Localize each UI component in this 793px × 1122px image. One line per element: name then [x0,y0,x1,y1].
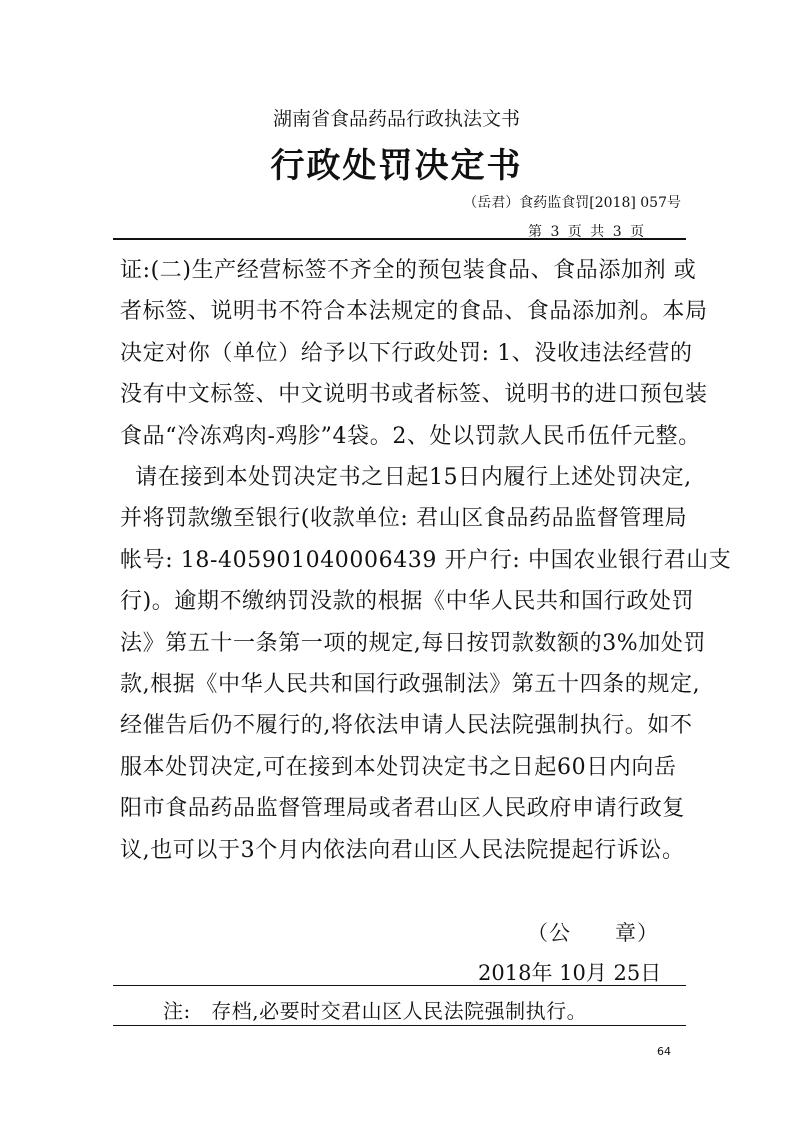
body-line: 议,也可以于3个月内依法向君山区人民法院提起行诉讼。 [120,837,685,863]
document-title: 行政处罚决定书 [270,146,523,186]
footer-divider-top [113,985,686,986]
body-line: 款,根据《中华人民共和国行政强制法》第五十四条的规定, [120,672,701,698]
header-divider [113,238,686,240]
footer-note: 注: 存档,必要时交君山区人民法院强制执行。 [163,999,588,1023]
body-line: 并将罚款缴至银行(收款单位: 君山区食品药品监督管理局 [120,506,688,532]
body-line: 阳市食品药品监督管理局或者君山区人民政府申请行政复 [120,796,686,822]
body-line: 法》第五十一条第一项的规定,每日按罚款数额的3%加处罚 [120,630,707,656]
seal-placeholder: （公 章） [527,921,659,945]
body-line: 服本处罚决定,可在接到本处罚决定书之日起60日内向岳 [120,754,677,780]
document-number: （岳君）食药监食罚[2018] 057号 [463,195,681,211]
body-line: 没有中文标签、中文说明书或者标签、说明书的进口预包装 [120,382,708,408]
body-line: 请在接到本处罚决定书之日起15日内履行上述处罚决定, [120,465,692,491]
page-number: 64 [657,1045,671,1058]
page-info: 第 3 页 共 3 页 [528,224,645,240]
body-line: 者标签、说明书不符合本法规定的食品、食品添加剂。本局 [120,299,708,325]
body-line: 证:(二)生产经营标签不齐全的预包装食品、食品添加剂 或 [120,258,697,283]
document-body [120,250,732,871]
body-line: 经催告后仍不履行的,将依法申请人民法院强制执行。如不 [120,713,693,739]
issue-date: 2018年 10月 25日 [478,961,662,985]
body-line: 决定对你（单位）给予以下行政处罚: 1、没收违法经营的 [120,340,693,366]
body-line: 帐号: 18-405901040006439 开户行: 中国农业银行君山支 [120,547,732,573]
footer-divider-bottom [113,1025,686,1026]
body-line: 食品“冷冻鸡肉-鸡胗”4袋。2、处以罚款人民币伍仟元整。 [120,423,701,449]
issuing-agency: 湖南省食品药品行政执法文书 [272,108,520,130]
body-line: 行)。逾期不缴纳罚没款的根据《中华人民共和国行政处罚 [120,589,695,615]
